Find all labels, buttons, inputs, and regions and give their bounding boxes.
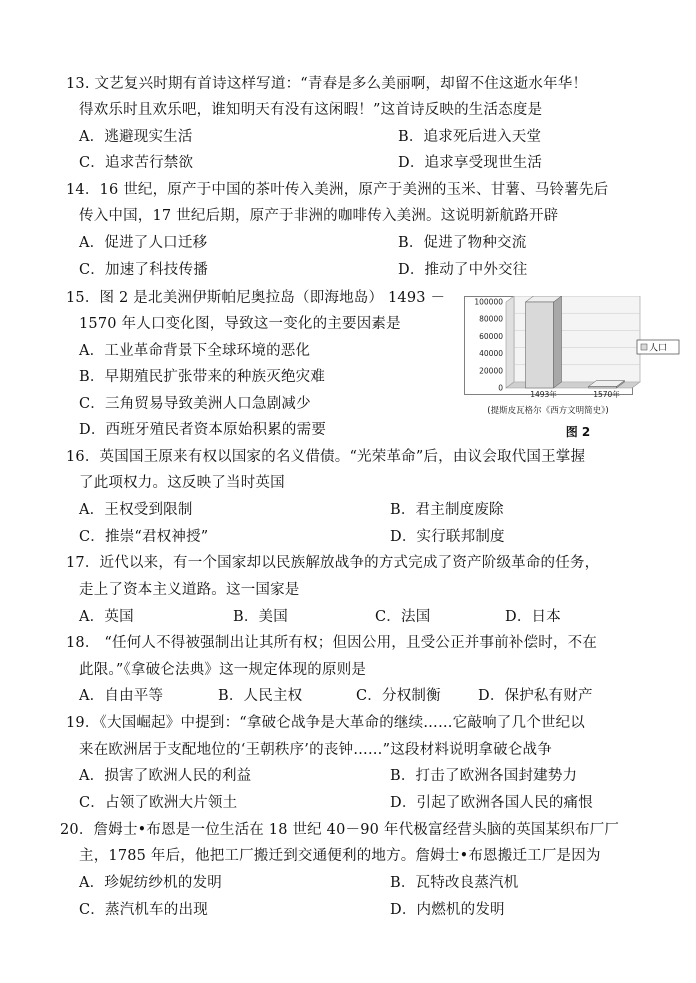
q19-option-a: A．损害了欧洲人民的利益 (79, 768, 252, 784)
q20-stem-line-1: 20．詹姆士•布恩是一位生活在 18 世纪 40－90 年代极富经营头脑的英国某织布厂厂 (60, 822, 620, 838)
q19-option-b: B．打击了欧洲各国封建势力 (390, 768, 578, 784)
q17-stem-line-1: 17．近代以来，有一个国家却以民族解放战争的方式完成了资产阶级革命的任务， (66, 555, 600, 571)
q14-option-d: D．推动了中外交往 (398, 262, 528, 278)
chart-source: (提斯皮瓦格尔《西方文明简史》) (487, 406, 609, 416)
q20-option-b: B．瓦特改良蒸汽机 (390, 875, 519, 891)
q17-option-b: B．美国 (233, 609, 288, 625)
q15-option-c: C．三角贸易导致美洲人口急剧减少 (79, 396, 311, 412)
q17-option-a: A．英国 (79, 609, 134, 625)
q19-stem-line-1: 19．《大国崛起》中提到：“拿破仑战争是大革命的继续……它敲响了几个世纪以 (66, 715, 586, 731)
q14-option-c: C．加速了科技传播 (79, 262, 208, 278)
y-tick-label: 100000 (474, 297, 503, 307)
q19-option-d: D．引起了欧洲各国人民的痛恨 (390, 795, 593, 811)
q18-option-b: B．人民主权 (218, 688, 303, 704)
legend-label: 人口 (649, 343, 668, 354)
chart-side-wall (506, 296, 514, 388)
y-tick-label: 20000 (479, 366, 503, 376)
q13-option-d: D．追求享受现世生活 (398, 155, 543, 171)
x-tick-label: 1570年 (593, 390, 620, 399)
q15-stem-line-1: 15．图 2 是北美洲伊斯帕尼奥拉岛（即海地岛） 1493 － (66, 290, 446, 306)
q13-option-c: C．追求苦行禁欲 (79, 155, 194, 171)
q13-stem-line-2: 得欢乐时且欢乐吧，谁知明天有没有这闲暇！”这首诗反映的生活态度是 (79, 102, 543, 118)
q15-option-b: B．早期殖民扩张带来的种族灭绝灾难 (79, 369, 326, 385)
bar (526, 302, 554, 388)
q18-option-a: A．自由平等 (79, 688, 164, 704)
y-tick-label: 0 (498, 383, 503, 393)
q13-option-a: A．逃避现实生活 (79, 129, 193, 145)
legend-swatch (641, 344, 647, 350)
x-tick-label: 1493年 (530, 390, 557, 399)
population-chart-svg (464, 296, 684, 442)
q14-stem-line-1: 14．16 世纪，原产于中国的茶叶传入美洲，原产于美洲的玉米、甘薯、马铃薯先后 (66, 182, 609, 198)
q17-stem-line-2: 走上了资本主义道路。这一国家是 (79, 582, 300, 598)
q16-stem-line-2: 了此项权力。这反映了当时英国 (79, 475, 285, 491)
q20-option-d: D．内燃机的发明 (390, 902, 505, 918)
q18-stem-line-2: 此限。”《拿破仑法典》这一规定体现的原则是 (79, 662, 367, 678)
bar-side (554, 296, 562, 388)
q14-stem-line-2: 传入中国，17 世纪后期，原产于非洲的咖啡传入美洲。这说明新航路开辟 (79, 208, 559, 224)
y-tick-label: 60000 (479, 331, 503, 341)
q16-option-b: B．君主制度废除 (390, 502, 504, 518)
q17-option-c: C．法国 (375, 609, 431, 625)
q19-stem-line-2: 来在欧洲居于支配地位的‘王朝秩序’的丧钟……”这段材料说明拿破仑战争 (79, 742, 552, 758)
q17-option-d: D．日本 (505, 609, 561, 625)
q18-stem-line-1: 18． “任何人不得被强制出让其所有权；但因公用，且受公正并事前补偿时，不在 (66, 635, 598, 651)
q14-option-a: A．促进了人口迁移 (79, 235, 208, 251)
q19-option-c: C．占领了欧洲大片领土 (79, 795, 238, 811)
q16-option-d: D．实行联邦制度 (390, 529, 505, 545)
q20-option-c: C．蒸汽机车的出现 (79, 902, 208, 918)
q20-stem-line-2: 主，1785 年后，他把工厂搬迁到交通便利的地方。詹姆士•布恩搬迁工厂是因为 (79, 848, 601, 864)
q16-stem-line-1: 16．英国国王原来有权以国家的名义借债。“光荣革命”后，由议会取代国王掌握 (66, 449, 586, 465)
figure-label: 图 2 (565, 425, 591, 439)
q13-option-b: B．追求死后进入天堂 (398, 129, 542, 145)
q14-option-b: B．促进了物种交流 (398, 235, 527, 251)
q20-option-a: A．珍妮纺纱机的发明 (79, 875, 222, 891)
bar (589, 387, 617, 389)
q13-stem-line-1: 13. 文艺复兴时期有首诗这样写道：“青春是多么美丽啊，却留不住这逝水年华！ (66, 76, 588, 92)
q15-stem-line-2: 1570 年人口变化图，导致这一变化的主要因素是 (79, 316, 401, 332)
y-tick-label: 80000 (479, 314, 503, 324)
q15-option-d: D．西班牙殖民者资本原始积累的需要 (79, 422, 327, 438)
population-chart (464, 296, 684, 442)
q16-option-c: C．推崇“君权神授” (79, 529, 209, 545)
y-tick-label: 40000 (479, 349, 503, 359)
q15-option-a: A．工业革命背景下全球环境的恶化 (79, 343, 311, 359)
q16-option-a: A．王权受到限制 (79, 502, 193, 518)
q18-option-c: C．分权制衡 (356, 688, 441, 704)
q18-option-d: D．保护私有财产 (478, 688, 593, 704)
